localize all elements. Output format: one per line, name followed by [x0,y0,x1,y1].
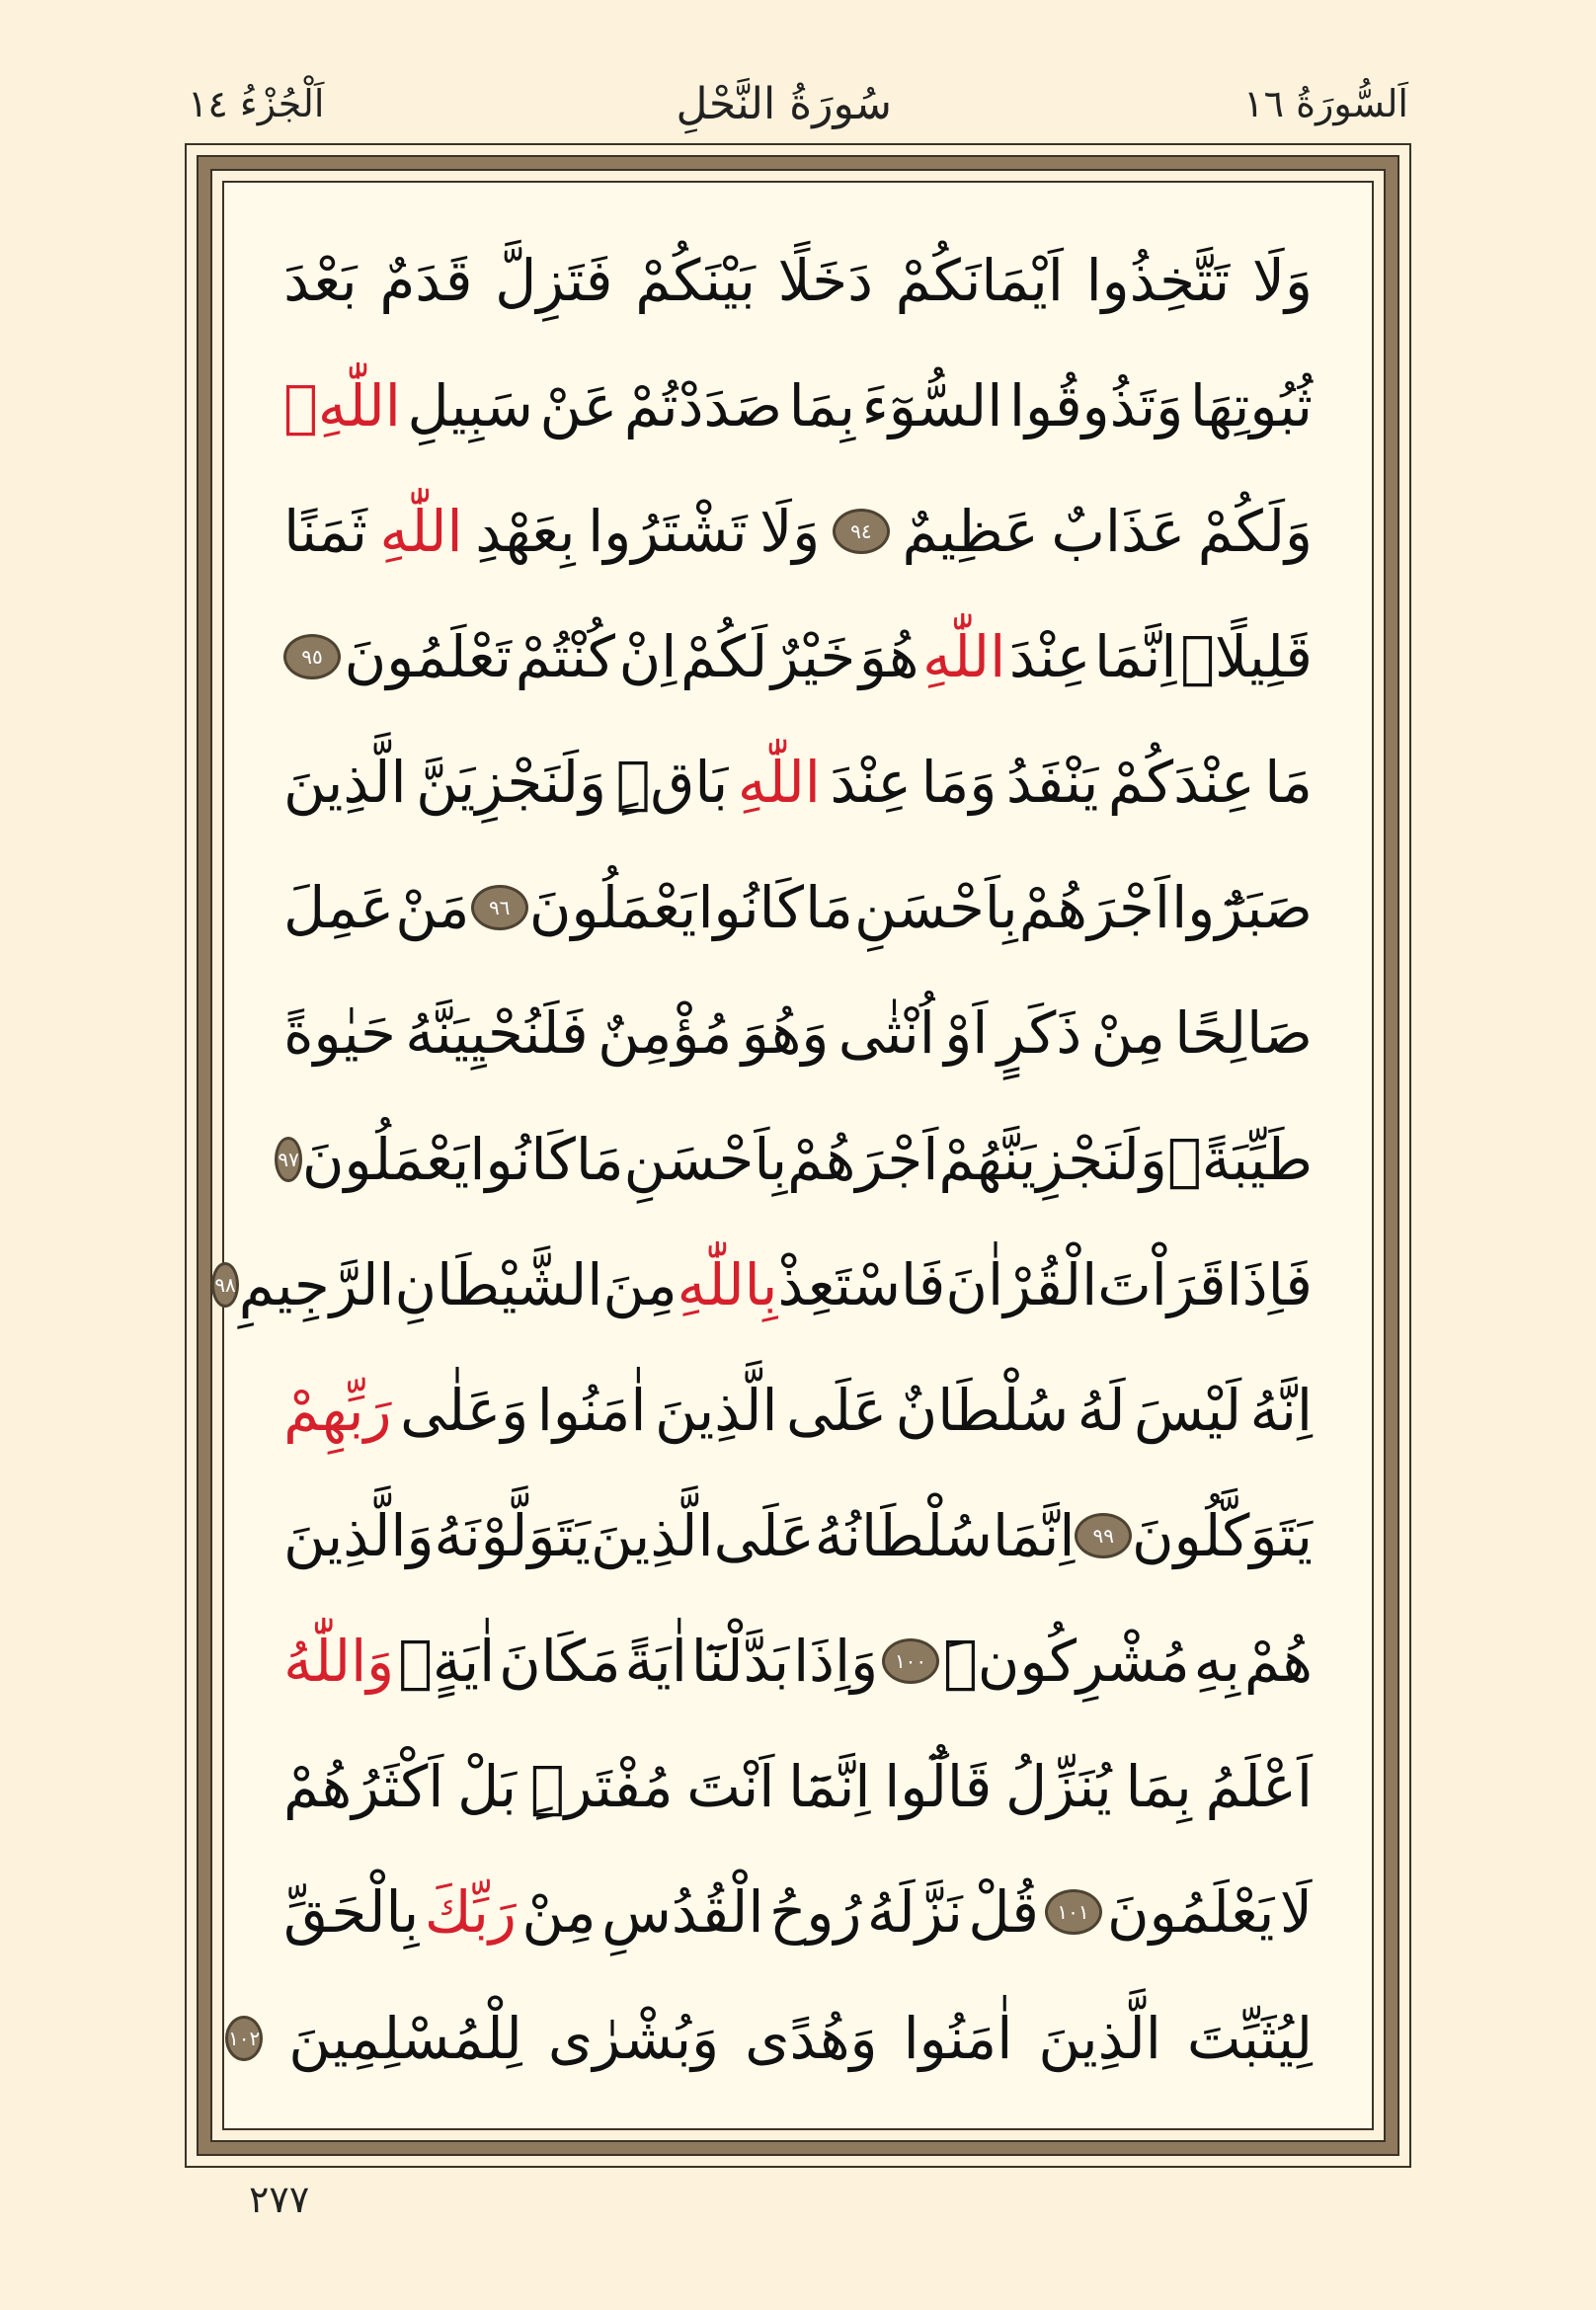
verse-word: لَهُ [1077,1376,1126,1444]
verse-word: اٰمَنُوا [536,1376,647,1444]
verse-line [283,1599,1313,1724]
verse-word: وَلَنَجْزِيَنَّ [416,749,607,817]
verse-word: تَشْتَرُوا [588,497,748,565]
verse-word: مَا [805,874,853,942]
verse-line [283,1347,1313,1473]
frame-border-band [197,155,1399,2156]
divine-name-word: اللّٰهِ [379,497,463,565]
verse-word: بِمَا [788,371,856,439]
verse-word: اٰمَنُوا [903,2004,1013,2072]
divine-name-word: رَبِّكَ [424,1878,517,1947]
verse-word: مَكَانَ [499,1628,621,1696]
verse-word: ذَكَرٍ [997,999,1082,1068]
verse-word: عِنْدَ [830,749,913,817]
verse-line [283,720,1313,845]
verse-line [278,1096,1313,1222]
verse-word: بِاَحْسَنِ [854,874,1018,942]
verse-word: يَتَوَكَّلُونَ [1132,1501,1313,1569]
verse-word: سُلْطَانٌ [895,1376,1070,1444]
divine-name-word: اللّٰهِۚ [283,371,401,439]
verse-word: لَيْسَ [1134,1376,1242,1444]
verse-word: فَلَنُحْيِيَنَّهُ [405,999,589,1068]
verse-word: اَيْمَانَكُمْ [895,246,1064,314]
verse-word: اِنَّمَا [1094,622,1177,690]
page-header [188,69,1408,138]
verse-word: وَعَلٰى [400,1376,529,1444]
verse-word: كَانُوا [469,1125,576,1193]
verse-word: بِاَحْسَنِ [623,1125,788,1193]
divine-name-word: رَبِّهِمْ [283,1376,392,1444]
verse-word: عَذَابٌ [1051,497,1186,565]
verse-word: بَلْ [457,1753,518,1821]
verse-word: كُنْتُمْ [515,622,615,690]
verse-word: وَالَّذِينَ [283,1501,435,1569]
verse-line [283,845,1313,971]
verse-word: مُؤْمِنٌ [598,999,733,1068]
frame-inner-border [210,169,1386,2142]
verse-line [228,1975,1313,2101]
verse-word: بِمَا [1125,1753,1192,1821]
verse-word: بَعْدَ [283,246,358,314]
divine-name-word: بِاللّٰهِ [677,1250,778,1318]
verse-word: رُوحُ [768,1878,862,1947]
verse-line [283,1724,1313,1850]
divine-name-word: اللّٰهِ [737,749,821,817]
ayah-number-marker: ٩٦ [471,885,528,930]
verse-word: بِعَهْدِ [475,497,576,565]
verse-word: عِنْدَكُمْ [1107,749,1255,817]
verse-word: فَاِذَا [1226,1250,1313,1318]
verse-word: يَعْمَلُونَ [301,1125,470,1193]
verse-word: اِنَّمَٓا [788,1753,871,1821]
verse-word: وَلَا [759,497,821,565]
verse-word: قَالُٓوا [884,1753,993,1821]
verse-word: اٰيَةٍۙ [398,1628,496,1696]
divine-name-word: وَاللّٰهُ [283,1628,395,1696]
verse-word: فَاسْتَعِذْ [777,1250,946,1318]
ayah-number-marker: ٩٤ [833,509,890,554]
verse-word: عَنْ [539,371,618,439]
verse-word: مَا [1264,749,1313,817]
ayah-number-marker: ٩٧ [275,1137,301,1182]
verse-word: اٰيَةً [624,1628,687,1696]
ayah-number-marker: ٩٩ [1075,1513,1132,1558]
page-number: ٢٧٧ [249,2178,310,2221]
verse-word: اَوْ [944,999,989,1068]
verse-word: ثَمَنًا [283,497,367,565]
verse-word: صَالِحًا [1174,999,1313,1068]
verse-word: طَيِّبَةًۚ [1166,1125,1313,1193]
verse-word: لَكُمْ [679,622,768,690]
verse-word: مِنَ [602,1250,678,1318]
verse-word: اَجْرَهُمْ [787,1125,939,1193]
verse-word: وَبُشْرٰى [547,2004,720,2072]
verse-word: الْقُرْاٰنَ [945,1250,1098,1318]
verse-word: الَّذِينَ [654,1376,778,1444]
verse-word: اُنْثٰى [838,999,935,1068]
quran-text-panel [214,181,1374,2130]
verse-word: قُلْ [968,1878,1039,1947]
verse-word: نَزَّلَهُ [866,1878,963,1947]
verse-word: الرَّجِيمِ [238,1250,395,1318]
ayah-number-marker: ١٠١ [1045,1889,1102,1935]
verse-word: لِيُثَبِّتَ [1186,2004,1313,2072]
verse-word: اَكْثَرُهُمْ [283,1753,444,1821]
verse-word: مِنْ [1090,999,1165,1068]
ayah-number-marker: ٩٨ [211,1262,238,1308]
verse-word: خَيْرٌ [770,622,856,690]
verse-line [283,594,1313,719]
verse-word: فَتَزِلَّ [495,246,613,314]
verse-word: مَنْ [395,874,470,942]
text-frame [185,143,1411,2168]
verse-word: يَنْفَدُ [1005,749,1099,817]
verse-word: يَعْلَمُونَ [1107,1878,1275,1947]
verse-word: اَعْلَمُ [1205,1753,1313,1821]
verse-word: لِلْمُسْلِمِينَ [288,2004,522,2072]
verse-word: وَاِذَا [793,1628,879,1696]
verse-word: الَّذِينَ [283,749,407,817]
verse-word: حَيٰوةً [283,999,396,1068]
verse-word: سُلْطَانُهُ [814,1501,994,1569]
verse-word: وَهُوَ [741,999,830,1068]
verse-word: بَيْنَكُمْ [635,246,756,314]
verse-word: يُنَزِّلُ [1005,1753,1112,1821]
verse-word: عَظِيمٌ [902,497,1039,565]
verse-word: اَجْرَهُمْ [1018,874,1170,942]
verse-lines [214,217,1313,2101]
verse-word: مُفْتَرٍۜ [529,1753,674,1821]
verse-line [214,1222,1313,1347]
verse-word: صَدَدْتُمْ [623,371,783,439]
verse-word: عَمِلَ [283,874,395,942]
verse-word: تَتَّخِذُوا [1085,246,1231,314]
verse-line [283,217,1313,343]
verse-word: اَنْتَ [686,1753,775,1821]
verse-word: اِنْ [618,622,678,690]
verse-line [283,468,1313,594]
verse-word: يَعْمَلُونَ [528,874,697,942]
verse-word: اِنَّمَا [993,1501,1076,1569]
verse-word: مَا [575,1125,624,1193]
verse-word: وَلَنَجْزِيَنَّهُمْ [938,1125,1167,1193]
verse-word: وَهُدًى [745,2004,878,2072]
verse-word: الَّذِينَ [591,1501,714,1569]
verse-word: وَلَكُمْ [1197,497,1313,565]
verse-word: عَلَى [785,1376,888,1444]
verse-word: هُمْ [1243,1628,1313,1696]
verse-word: تَعْلَمُونَ [344,622,513,690]
verse-word: اِنَّهُ [1249,1376,1313,1444]
verse-word: بِهِ [1193,1628,1240,1696]
verse-word: صَبَرُٓوا [1171,874,1313,942]
verse-word: هُوَ [858,622,919,690]
verse-word: بَدَّلْنَٓا [690,1628,790,1696]
verse-word: وَمَا [920,749,998,817]
verse-word: الَّذِينَ [1038,2004,1161,2072]
verse-word: دَخَلًا [777,246,873,314]
surah-name-title: سُورَةُ النَّحْلِ [676,78,893,129]
verse-word: قَرَاْتَ [1097,1250,1227,1318]
ayah-number-marker: ١٠٢ [225,2016,263,2061]
verse-word: لَا [1279,1878,1313,1947]
verse-word: الْقُدُسِ [601,1878,764,1947]
verse-line [283,1473,1313,1598]
verse-word: قَدَمٌ [379,246,473,314]
verse-word: مِنْ [521,1878,597,1947]
verse-word: ثُبُوتِهَا [1189,371,1313,439]
verse-word: قَلِيلًاۜ [1180,622,1313,690]
verse-word: كَانُوا [697,874,804,942]
verse-line [283,1850,1313,1975]
verse-word: بِالْحَقِّ [283,1878,420,1947]
verse-line [283,971,1313,1096]
verse-line [283,343,1313,468]
verse-word: عَلَى [713,1501,815,1569]
juz-number-label: اَلْجُزْءُ ١٤ [188,82,325,125]
ayah-number-marker: ٩٥ [283,634,341,679]
divine-name-word: اللّٰهِ [922,622,1006,690]
verse-word: يَتَوَلَّوْنَهُ [434,1501,592,1569]
ayah-number-marker: ١٠٠ [882,1638,939,1684]
verse-word: الشَّيْطَانِ [394,1250,603,1318]
verse-word: بَاقٍۜ [615,749,729,817]
verse-word: السُّوٓءَ [861,371,1003,439]
surah-number-label: اَلسُّورَةُ ١٦ [1243,82,1408,125]
verse-word: مُشْرِكُونَۜ [942,1628,1190,1696]
verse-word: وَتَذُوقُوا [1008,371,1184,439]
verse-word: سَبِيلِ [407,371,533,439]
verse-word: عِنْدَ [1008,622,1091,690]
verse-word: وَلَا [1251,246,1313,314]
